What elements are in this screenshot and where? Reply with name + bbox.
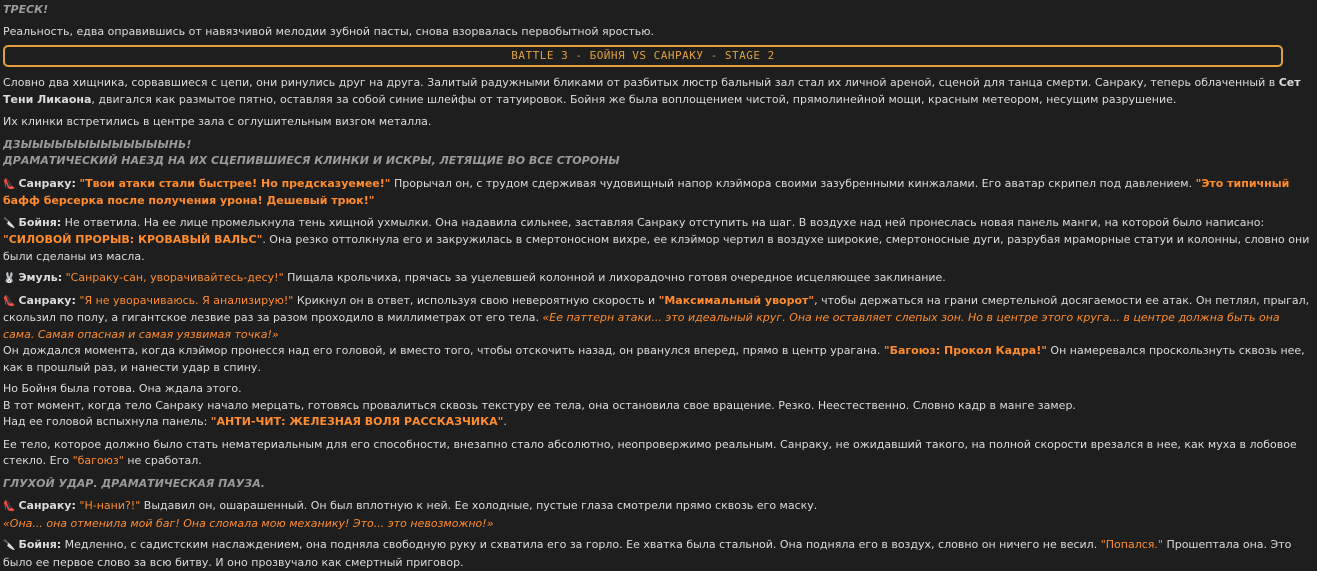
quote: "СИЛОВОЙ ПРОРЫВ: КРОВАВЫЙ ВАЛЬС" <box>3 233 263 246</box>
dialogue-line <box>3 215 1313 266</box>
sfx-ding: ДЗЫЫЫЫЫЫЫЫЫЫЫЫЫНЬ! <box>3 137 192 151</box>
knife-icon: 🔪 <box>3 540 16 551</box>
quote: "Я не уворачиваюсь. Я анализирую!" <box>79 293 294 307</box>
narration-text: Он намеревался проскользнуть сквозь нее, как в прошлый раз, и нанести удар в спину. <box>3 344 1305 374</box>
knife-icon: 🔪 <box>3 217 16 229</box>
narration-intro: Реальность, едва оправившись от навязчивой мелодии зубной пасты, снова взорвалась первобытной яростью. <box>3 24 655 38</box>
dialogue-text: Не ответила. На ее лице промелькнула тень хищной ухмылки. Она надавила сильнее, заставляя Санраку отступить на шаг. В воздухе над ней пронеслась новая панель манги, на которой было написано: <box>61 215 1265 229</box>
dialogue-text: , чтобы держаться на грани смертельной досягаемости ее атак. Он петлял, прыгал, скользил по полу, а гигантское лезвие раз за разом проходило в миллиметрах от его тела. <box>3 293 1310 324</box>
dialogue-text: Выдавил он, ошарашенный. Он был вплотную к ней. Ее холодные, пустые глаза смотрели прямо сквозь его маску. <box>140 499 818 512</box>
quote: "багоюз" <box>72 454 124 467</box>
dialogue-text: Прорычал он, с трудом сдерживая чудовищный напор клэймора своими зазубренными кинжалами. Его аватар скрипел под давлением. <box>390 176 1196 190</box>
dialogue-line <box>3 270 1313 288</box>
speaker-name: Санраку: <box>18 293 76 307</box>
sfx-zoom: ДРАМАТИЧЕСКИЙ НАЕЗД НА ИХ СЦЕПИВШИЕСЯ КЛИНКИ И ИСКРЫ, ЛЕТЯЩИЕ ВО ВСЕ СТОРОНЫ <box>3 154 620 167</box>
sfx-pause: ГЛУХОЙ УДАР. ДРАМАТИЧЕСКАЯ ПАУЗА. <box>3 476 265 490</box>
narration-text: . <box>503 415 507 428</box>
dialogue-text: Пищала крольчиха, прячась за уцелевшей колонной и лихорадочно готовя очередное исцеляющее заклинание. <box>283 271 946 284</box>
dialogue-text: . Она резко оттолкнула его и закружилась в смертоносном вихре, ее клэймор чертил в воздухе широкие, смертоносные дуги, разрубая мраморные статуи и колонны, словно они были сделаны из масла. <box>3 233 1310 263</box>
dialogue-text: Медленно, с садистским наслаждением, она подняла свободную руку и схватила его за горло. Ее хватка была стальной. Она подняла его в воздух, словно он ничего не весил. <box>61 538 1101 551</box>
quote: "Это типичный бафф берсерка после получения урона! Дешевый трюк!" <box>3 176 1290 207</box>
dialogue-text: Крикнул он в ответ, используя свою невероятную скорость и <box>293 293 659 307</box>
quote: "Максимальный уворот" <box>658 293 815 307</box>
narration-dash <box>3 343 1313 376</box>
narration-text: не сработал. <box>123 454 202 467</box>
narration-impact <box>3 437 1313 470</box>
rabbit-icon: 🐰 <box>3 273 16 284</box>
inner-thought: «Она... она отменила мой баг! Она сломала мою механику! Это... это невозможно!» <box>3 516 494 530</box>
dialogue-line <box>3 498 1313 516</box>
sfx-crack: ТРЕСК! <box>3 3 49 16</box>
quote: "Санраку-сан, уворачивайтесь-десу!" <box>65 271 284 284</box>
narration-text: , двигался как размытое пятно, оставляя за собой синие шлейфы от татуировок. Бойня же была воплощением чистой, прямолинейной мощи, красным метеором, несущим разрушение. <box>91 92 1177 106</box>
narration-clash: Их клинки встретились в центре зала с оглушительным визгом металла. <box>3 115 432 128</box>
speaker-name: Эмуль: <box>18 271 63 284</box>
inner-thought: «Ее паттерн атаки... это идеальный круг. Она не оставляет слепых зон. Но в центре этого круга... в центре должна быть она сама. Самая опасная и самая уязвимая точка!» <box>3 311 1280 341</box>
dialogue-line <box>3 293 1313 344</box>
battle-banner: BATTLE 3 - БОЙНЯ VS САНРАКУ - STAGE 2 <box>3 45 1283 67</box>
quote: "Твои атаки стали быстрее! Но предсказуемее!" <box>79 176 391 190</box>
narration-line: В тот момент, когда тело Санраку начало мерцать, готовясь провалиться сквозь текстуру ее тела, она остановила свое вращение. Резко. Неестественно. Словно кадр в манге замер. <box>3 398 1076 412</box>
narration-line: Но Бойня была готова. Она ждала этого. <box>3 382 242 395</box>
quote: "Багоюз: Прокол Кадра!" <box>883 344 1047 357</box>
quote: "Н-нани?!" <box>79 499 141 512</box>
narration-battle <box>3 75 1313 108</box>
speaker-name: Санраку: <box>18 176 76 190</box>
narration-text: Он дождался момента, когда клэймор пронесся над его головой, и вместо того, чтобы отскочить назад, он рванулся вперед, прямо в центр урагана. <box>3 344 884 357</box>
quote: "Попался." <box>1100 538 1163 551</box>
dialogue-text: Прошептала она. Это было ее первое слово за всю битву. И оно прозвучало как смертный приговор. <box>3 538 1292 569</box>
speaker-name: Бойня: <box>18 538 62 551</box>
high-heel-icon: 👠 <box>3 178 16 190</box>
dialogue-line <box>3 537 1313 571</box>
speaker-name: Санраку: <box>18 499 76 512</box>
set-name: Сет Тени Ликаона <box>3 76 1301 106</box>
narration-text: Над ее головой вспыхнула панель: <box>3 415 211 428</box>
dialogue-line <box>3 176 1313 210</box>
high-heel-icon: 👠 <box>3 501 16 512</box>
high-heel-icon: 👠 <box>3 295 16 307</box>
speaker-name: Бойня: <box>18 215 62 229</box>
narration-text: Словно два хищника, сорвавшиеся с цепи, они ринулись друг на друга. Залитый радужными бликами от разбитых люстр бальный зал стал их личной ареной, сценой для танца смерти. Санраку, теперь облаченный в <box>3 76 1279 89</box>
narration-text: Ее тело, которое должно было стать нематериальным для его способности, внезапно стало абсолютно, неопровержимо реальным. Санраку, не ожидавший такого, на полной скорости врезался в нее, как муха в лобовое стекло. Его <box>3 437 1297 467</box>
narration-line <box>3 414 1313 431</box>
quote: "АНТИ-ЧИТ: ЖЕЛЕЗНАЯ ВОЛЯ РАССКАЗЧИКА" <box>210 415 504 428</box>
